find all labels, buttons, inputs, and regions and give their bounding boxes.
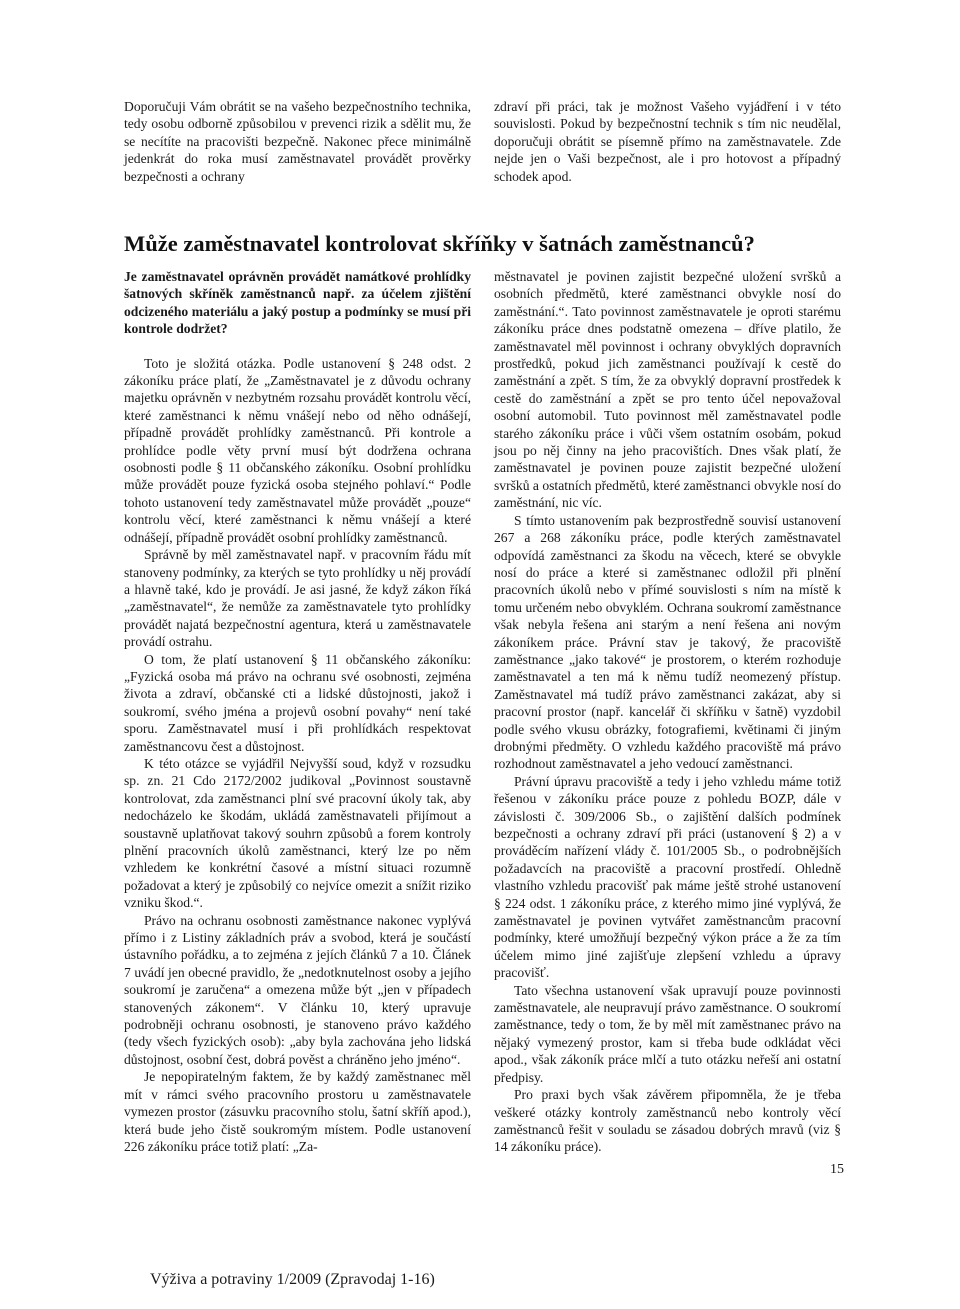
top-right-column xyxy=(494,98,841,185)
footer: Výživa a potraviny 1/2009 (Zpravodaj 1-16) xyxy=(150,1271,435,1288)
left-column xyxy=(124,268,471,1155)
paragraph: zdraví při práci, tak je možnost Vašeho vyjádření i v této souvislosti. Pokud by bezpečnostní technik s tím nic neudělal, doporučuji obrátit se písemně přímo na zaměstnavatele. Zde nejde jen o Vaši bezpečnost, ale i pro hotovost a případný schodek apod. xyxy=(494,99,841,184)
top-left-column xyxy=(124,98,471,185)
paragraph: O tom, že platí ustanovení § 11 občanského zákoníku: „Fyzická osoba má právo na ochranu své osobnosti, zejména života a zdraví, občanské cti a lidské důstojnosti, jakož i soukromí, svého jména a projevů osobní povahy“ není také sporu. Zaměstnavatel musí i při prohlídkách respektovat zaměstnancovu čest a důstojnost. xyxy=(124,651,471,754)
article-heading: Může zaměstnavatel kontrolovat skříňky v šatnách zaměstnanců? xyxy=(124,231,755,256)
paragraph: Správně by měl zaměstnavatel např. v pracovním řádu mít stanoveny podmínky, za kterých se tyto prohlídky u něj provádí a hlavně také, kdo je provádí. Je asi jasné, že když zákon říká „zaměstnavatel“, že nemůže za zaměstnavatele tyto prohlídky provádět najatá bezpečnostní agentura, která u zaměstnavatele provádí ostrahu. xyxy=(124,547,471,650)
paragraph: Právní úpravu pracoviště a tedy i jeho vzhledu máme totiž řešenou v zákoníku práce pouze z pohledu BOZP, dále v závislosti č. 309/2006 Sb., o zajištění dalších podmínek bezpečnosti a ochrany zdraví při práci (ustanovení § 2) a v prováděcím nařízení vlády č. 101/2005 Sb., o podrobnějších požadavcích na pracoviště a pracovní prostředí. Ohledně vlastního vzhledu pracovišť pak máme ještě strohé ustanovení § 224 odst. 1 zákoníku práce, z kterého mimo jiné vyplývá, že zaměstnavatel je povinen vytvářet zaměstnancům pracovní podmínky, které umožňují bezpečný výkon práce a že za tím účelem mimo jiné zajišťuje zlepšení vzhledu a úpravy pracovišť. xyxy=(494,773,841,981)
paragraph: městnavatel je povinen zajistit bezpečné uložení svršků a osobních předmětů, které zaměstnanci obvykle nosí do zaměstnání.“. Tato povinnost zaměstnavatele je oproti starému zákoníku práce dnes podstatně omezena – dříve platilo, že zaměstnavatel měl povinnost i ochrany obvyklých dopravních prostředků, pokud jich zaměstnanci používají k cestě do zaměstnání a zpět. S tím, že za obvyklý dopravní prostředek k cestě do zaměstnání a zpět se pro tento účel nepovažoval osobní automobil. Tuto povinnost měl zaměstnavatel podle starého zákoníku práce i vůči všem ostatním osobám, pokud jsou po něj činny na jeho pracovištích. Dnes však platí, že zaměstnavatel je povinen pouze zajistit bezpečné uložení svršků a ostatních předmětů, které zaměstnanci obvykle nosí do zaměstnání, nic víc. xyxy=(494,269,841,511)
paragraph: S tímto ustanovením pak bezprostředně souvisí ustanovení 267 a 268 zákoníku práce, podle kterých zaměstnavatel odpovídá zaměstnanci za škodu na věcech, které se obvykle nosí do práce a které si zaměstnanec odložil při plnění pracovních úkolů nebo v přímé souvislosti s ním na místě k tomu určeném nebo obvyklém. Ochrana soukromí zaměstnance však nebyla řešena ani starým a není řešena ani novým zákoníkem práce. Právní stav je takový, že pracoviště zaměstnance „jako takové“ je prostorem, o kterém rozhoduje zaměstnavatel a ten má k němu tudíž neomezený přístup. Zaměstnavatel má tudíž právo zaměstnanci zakázat, aby si pracovní prostor (např. kancelář či skříňku v šatně) vyzdobil podle svého vkusu obrázky, fotografiemi, květinami či jiným drobnými předměty. O vzhledu každého pracoviště má právo rozhodnout zaměstnavatel a jeho vedoucí zaměstnanci. xyxy=(494,512,841,772)
paragraph: Právo na ochranu osobnosti zaměstnance nakonec vyplývá přímo i z Listiny základních práv a svobod, která je součástí ústavního pořádku, a to zejména z jejích článků 7 a 10. Článek 7 uvádí jen obecné pravidlo, že „nedotknutelnost osoby a jejího soukromí je zaručena“ a omezena může být „jen v případech stanovených zákonem“. V článku 10, který upravuje podrobněji ochranu osobnosti, je stanoveno právo každého (tedy všech fyzických osob): „aby byla zachována jeho lidská důstojnost, osobní čest, dobrá pověst a chráněno jeho jméno“. xyxy=(124,912,471,1067)
question-text: Je zaměstnavatel oprávněn provádět namátkové prohlídky šatnových skříněk zaměstnanců např. za účelem zjištění odcizeného materiálu a jaký postup a podmínky se musí při kontrole dodržet? xyxy=(124,269,471,337)
paragraph: Pro praxi bych však závěrem připomněla, že je třeba veškeré otázky kontroly zaměstnanců nebo kontroly věcí zaměstnanců řešit v souladu se zásadou dobrých mravů (viz § 14 zákoníku práce). xyxy=(494,1087,841,1155)
paragraph: Tato všechna ustanovení však upravují pouze povinnosti zaměstnavatele, ale neupravují právo zaměstnance. O soukromí zaměstnance, tedy o tom, že by měl mít zaměstnanec právo na nějaký vymezený prostor, kam si třeba bude odkládat věci apod., však zákoník práce mlčí a tuto otázku neřeší ani ostatní předpisy. xyxy=(494,982,841,1085)
paragraph: Toto je složitá otázka. Podle ustanovení § 248 odst. 2 zákoníku práce platí, že „Zaměstnavatel je z důvodu ochrany majetku oprávněn v nezbytném rozsahu provádět kontrolu věcí, které zaměstnanci k němu vnášejí nebo od něho odnášejí, případně provádět prohlídky zaměstnanců. Při kontrole a prohlídce podle věty první musí být dodržena ochrana osobnosti podle § 11 občanského zákoníku. Osobní prohlídku může provádět pouze fyzická osoba stejného pohlaví.“ Podle tohoto ustanovení tedy zaměstnavatel může provádět „pouze“ kontrolu věcí, které zaměstnanci k němu vnášejí a které odnášejí, případně provádět osobní prohlídky zaměstnanců. xyxy=(124,355,471,545)
page-number: 15 xyxy=(830,1162,844,1177)
paragraph: Doporučuji Vám obrátit se na vašeho bezpečnostního technika, tedy osobu odborně způsobilou v prevenci rizik a sdělit mu, že se necítíte na pracovišti bezpečně. Nakonec přece minimálně jedenkrát do roka musí zaměstnavatel provádět prověrky bezpečnosti a ochrany xyxy=(124,99,471,184)
paragraph: K této otázce se vyjádřil Nejvyšší soud, když v rozsudku sp. zn. 21 Cdo 2172/2002 judikoval „Povinnost soustavně kontrolovat, zda zaměstnanci plní své pracovní úkoly tak, aby nedocházelo ke škodám, ukládá zaměstnavateli přijímout a soustavně uplatňovat takový souhrn způsobů a forem kontroly plnění pracovních úkolů zaměstnanci, který lze po něm vzhledem ke konkrétní časové a místní situaci rozumně požadovat a který je způsobilý co nejvíce omezit a snížit riziko vzniku škod.“. xyxy=(124,755,471,911)
right-column xyxy=(494,268,841,1156)
paragraph: Je nepopiratelným faktem, že by každý zaměstnanec měl mít v rámci svého pracovního prostoru u zaměstnavatele vymezen prostor (zásuvku pracovního stolu, šatní skříň apod.), která bude jeho čistě soukromým místem. Podle ustanovení 226 zákoníku práce totiž platí: „Za- xyxy=(124,1069,471,1154)
